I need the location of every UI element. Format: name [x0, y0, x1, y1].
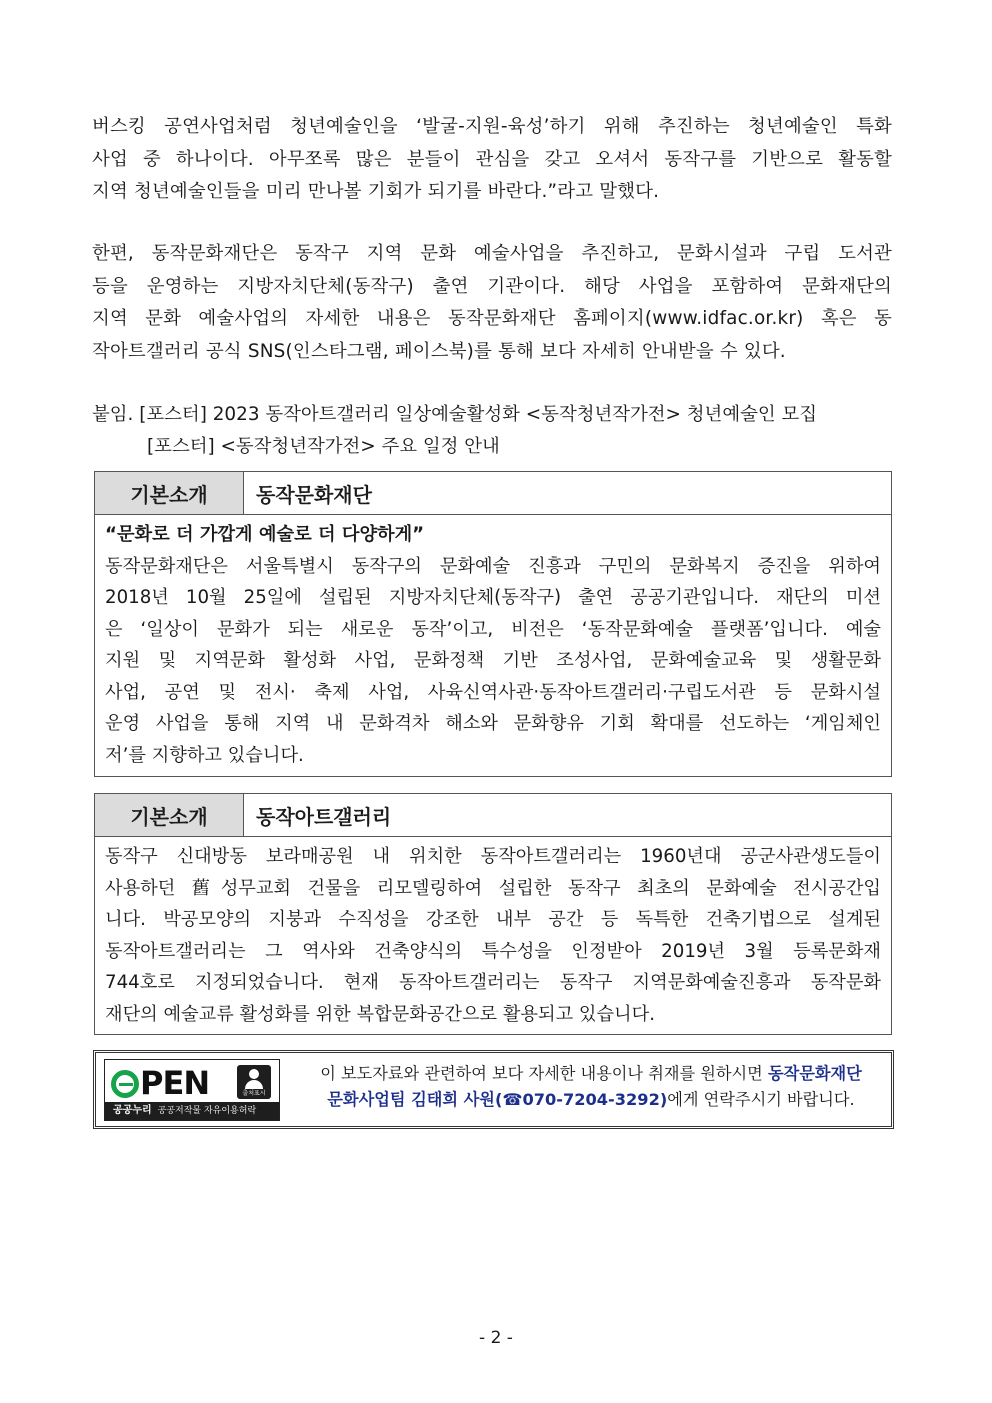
box-label: 기본소개 [95, 472, 244, 514]
text-line: 동작문화재단은 서울특별시 동작구의 문화예술 진흥과 구민의 문화복지 증진을 위하여 [105, 555, 881, 577]
badge-caption: 출처표시 [242, 1090, 266, 1097]
text-line: 니다. 박공모양의 지붕과 수직성을 강조한 내부 공간 등 독특한 건축기법으로 설계된 [105, 909, 881, 930]
box-label: 기본소개 [95, 794, 244, 836]
contact-text [296, 1061, 886, 1113]
text-line: 사업, 공연 및 전시· 축제 사업, 사육신역사관·동작아트갤러리·구립도서관 등 문화시설 [105, 681, 881, 703]
text-line: 은 ‘일상이 문화가 되는 새로운 동작’이고, 비전은 ‘동작문화예술 플랫폼’입니다. 예술 [105, 618, 881, 640]
text-line: 한편, 동작문화재단은 동작구 지역 문화 예술사업을 추진하고, 문화시설과 구립 도서관 [92, 243, 892, 264]
contact-box [93, 1050, 894, 1129]
attribution-badge-icon [237, 1065, 271, 1099]
box-title: 동작문화재단 [256, 482, 372, 507]
open-o-icon [111, 1070, 139, 1098]
second-paragraph [92, 238, 892, 368]
text-line: 744호로 지정되었습니다. 현재 동작아트갤러리는 동작구 지역문화예술진흥과 동작문화 [105, 972, 881, 993]
attachment-line-2: [포스터] <동작청년작가전> 주요 일정 안내 [147, 436, 500, 457]
contact-line-1: 이 보도자료와 관련하여 보다 자세한 내용이나 취재를 원하시면 동작문화재단 [320, 1064, 862, 1083]
box-header [95, 472, 891, 515]
text-line: 저’를 지향하고 있습니다. [105, 744, 304, 766]
box-title: 동작아트갤러리 [256, 804, 392, 829]
text-line: 지원 및 지역문화 활성화 사업, 문화정책 기반 조성사업, 문화예술교육 및 생활문화 [105, 650, 881, 671]
text-line: 등을 운영하는 지방자치단체(동작구) 출연 기관이다. 해당 사업을 포함하여 문화재단의 [92, 275, 892, 297]
attachment-line-1: 붙임. [포스터] 2023 동작아트갤러리 일상예술활성화 <동작청년작가전> 청년예술인 모집 [92, 404, 817, 425]
attachments [92, 399, 892, 463]
intro-paragraph [92, 111, 892, 209]
foundation-intro-box [94, 471, 892, 777]
text-line: 동작아트갤러리는 그 역사와 건축양식의 특수성을 인정받아 2019년 3월 등록문화재 [105, 940, 881, 962]
text-line: 재단의 예술교류 활성화를 위한 복합문화공간으로 활용되고 있습니다. [105, 1003, 655, 1025]
contact-person: 문화사업팀 김태희 사원(☎070-7204-3292) [327, 1090, 668, 1109]
box-body [95, 837, 891, 1034]
box-body [95, 515, 891, 775]
gallery-intro-box [94, 793, 892, 1035]
text-line: 동작구 신대방동 보라매공원 내 위치한 동작아트갤러리는 1960년대 공군사관생도들이 [105, 846, 881, 867]
text-line: 2018년 10월 25일에 설립된 지방자치단체(동작구) 출연 공공기관입니다. 재단의 미션 [105, 587, 881, 608]
open-logo-text: PEN [111, 1064, 209, 1102]
text-line: 작아트갤러리 공식 SNS(인스타그램, 페이스북)를 통해 보다 자세히 안내받을 수 있다. [92, 340, 786, 362]
logo-brand: 공공누리 [113, 1105, 152, 1116]
text-line: 지역 문화 예술사업의 자세한 내용은 동작문화재단 홈페이지(www.idfac.or.kr) 혹은 동 [92, 308, 892, 329]
box-header [95, 794, 891, 837]
kogl-open-logo [104, 1059, 280, 1121]
contact-line-2: 문화사업팀 김태희 사원(☎070-7204-3292)에게 연락주시기 바랍니다. [327, 1090, 855, 1109]
logo-footer [105, 1102, 279, 1120]
logo-tagline: 공공저작물 자유이용허락 [157, 1106, 257, 1116]
page-number: - 2 - [479, 1328, 513, 1348]
slogan: “문화로 더 가깝게 예술로 더 다양하게” [105, 524, 425, 545]
foundation-name: 동작문화재단 [767, 1064, 862, 1083]
text-line: 사용하던 舊성무교회 건물을 리모델링하여 설립한 동작구 최초의 문화예술 전시공간입 [105, 877, 881, 899]
text-line: 버스킹 공연사업처럼 청년예술인을 ‘발굴-지원-육성’하기 위해 추진하는 청년예술인 특화 [92, 116, 892, 137]
text-line: 사업 중 하나이다. 아무쪼록 많은 분들이 관심을 갖고 오셔서 동작구를 기반으로 활동할 [92, 148, 892, 170]
text-line: 지역 청년예술인들을 미리 만나볼 기회가 되기를 바란다.”라고 말했다. [92, 181, 660, 202]
text-line: 운영 사업을 통해 지역 내 문화격차 해소와 문화향유 기회 확대를 선도하는 ‘게임체인 [105, 713, 881, 734]
